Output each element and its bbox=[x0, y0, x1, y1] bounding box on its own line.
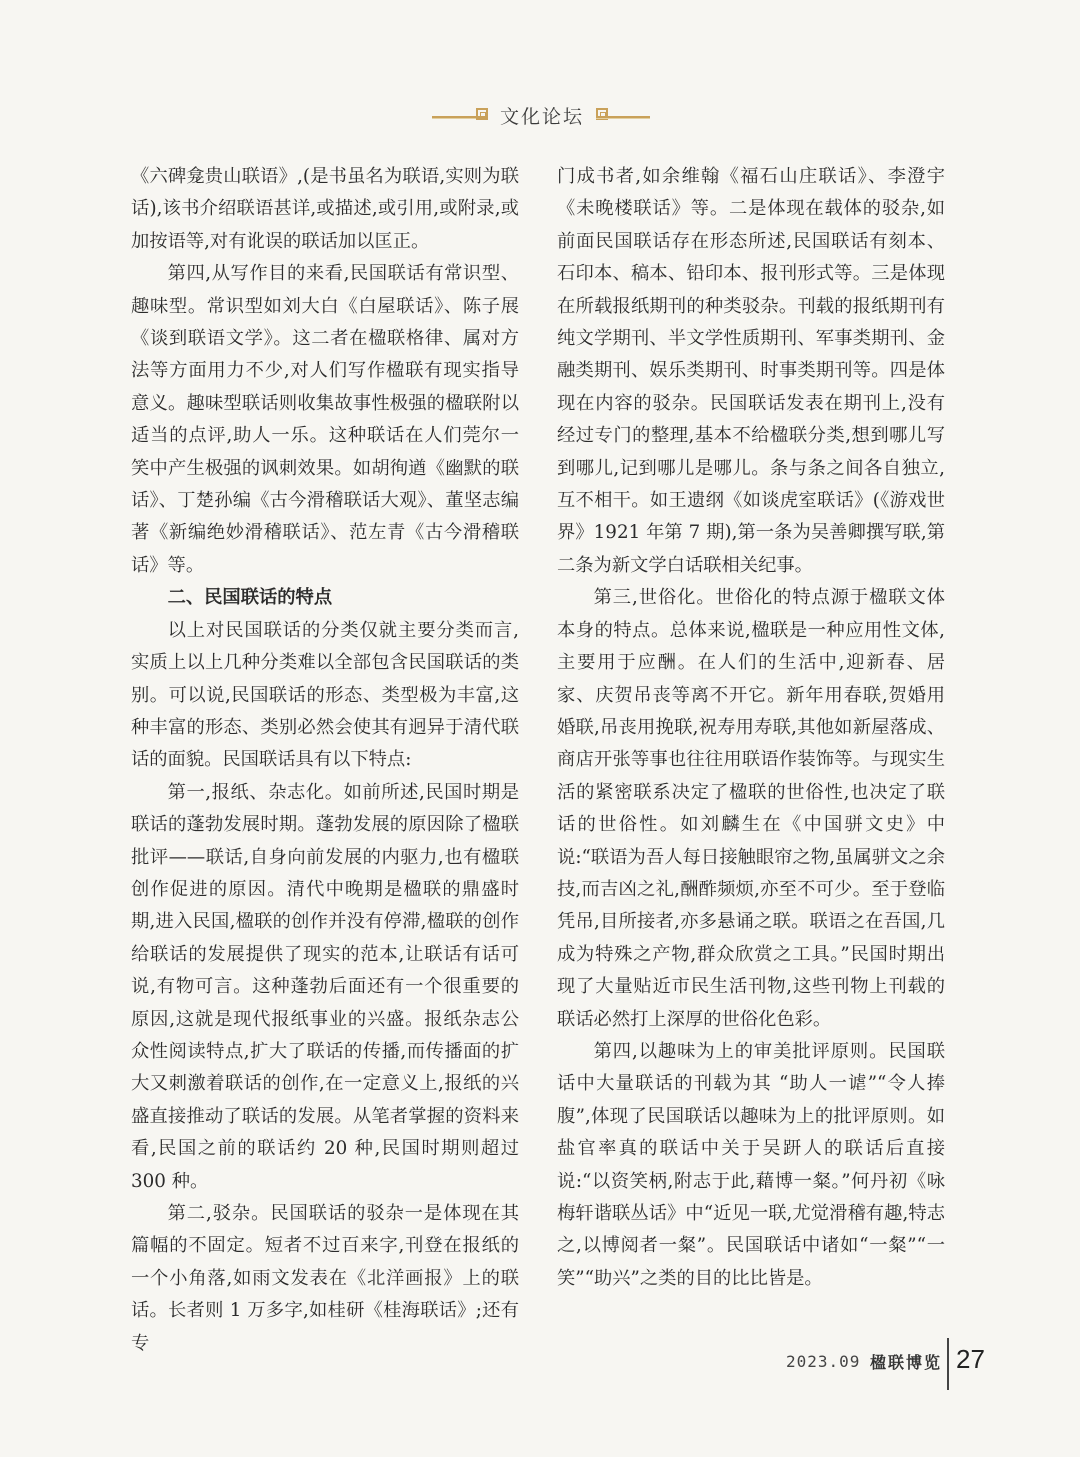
paragraph: 第三,世俗化。世俗化的特点源于楹联文体本身的特点。总体来说,楹联是一种应用性文体,主要用于应酬。在人们的生活中,迎新春、居家、庆贺吊丧等离不开它。新年用春联,贺婚用婚联,吊丧用挽联,祝寿用寿联,其他如新屋落成、商店开张等事也往往用联语作装饰等。与现实生活的紧密联系决定了楹联的世俗性,也决定了联话的世俗性。如刘麟生在《中国骈文史》中说:“联语为吾人每日接触眼帘之物,虽属骈文之余技,而吉凶之礼,酬酢频烦,亦至不可少。至于登临凭吊,目所接者,亦多悬诵之联。联语之在吾国,几成为特殊之产物,群众欣赏之工具。”民国时期出现了大量贴近市民生活刊物,这些刊物上刊载的联话必然打上深厚的世俗化色彩。 bbox=[557, 587, 945, 1030]
magazine-name: 楹联博览 bbox=[870, 1353, 943, 1372]
paragraph: 《六碑龛贵山联语》,(是书虽名为联语,实则为联话),该书介绍联语甚详,或描述,或引用,或附录,或加按语等,对有讹误的联话加以匡正。 bbox=[131, 166, 519, 252]
section-heading: 二、民国联话的特点 bbox=[167, 587, 333, 609]
page-footer bbox=[780, 1338, 990, 1390]
paragraph: 第四,以趣味为上的审美批评原则。民国联话中大量联话的刊载为其 “助人一谑”“令人捧腹”,体现了民国联话以趣味为上的批评原则。如盐官率真的联话中关于吴趼人的联话后直接说:“以资笑柄,附志于此,藉博一粲。”何丹初《咏梅轩谐联丛话》中“近见一联,尤觉滑稽有趣,特志之,以博阅者一粲”。民国联话中诸如“一粲”“一笑”“助兴”之类的目的比比皆是。 bbox=[557, 1040, 945, 1289]
right-column bbox=[557, 161, 945, 1295]
issue-date: 2023.09 bbox=[786, 1352, 861, 1371]
left-column bbox=[131, 161, 519, 1360]
footer-divider bbox=[947, 1338, 949, 1390]
page-number: 27 bbox=[956, 1344, 985, 1374]
section-header bbox=[0, 98, 1080, 138]
paragraph: 门成书者,如余维翰《福石山庄联话》、李澄宇《未晚楼联话》等。二是体现在载体的驳杂,如前面民国联话存在形态所述,民国联话有刻本、石印本、稿本、铅印本、报刊形式等。三是体现在所载报纸期刊的种类驳杂。刊载的报纸期刊有纯文学期刊、半文学性质期刊、军事类期刊、金融类期刊、娱乐类期刊、时事类期刊等。四是体现在内容的驳杂。民国联话发表在期刊上,没有经过专门的整理,基本不给楹联分类,想到哪儿写到哪儿,记到哪儿是哪儿。条与条之间各自独立,互不相干。如王遗纲《如谈虎室联话》(《游戏世界》1921 年第 7 期),第一条为吴善卿撰写联,第二条为新文学白话联相关纪事。 bbox=[557, 166, 945, 576]
header-rule-right bbox=[596, 116, 650, 118]
paragraph: 第二,驳杂。民国联话的驳杂一是体现在其篇幅的不固定。短者不过百来字,刊登在报纸的一个小角落,如雨文发表在《北洋画报》上的联话。长者则 1 万多字,如桂研《桂海联话》;还有专 bbox=[131, 1203, 519, 1354]
paragraph: 以上对民国联话的分类仅就主要分类而言,实质上以上几种分类难以全部包含民国联话的类别。可以说,民国联话的形态、类型极为丰富,这种丰富的形态、类别必然会使其有迥异于清代联话的面貌。民国联话具有以下特点: bbox=[131, 619, 519, 771]
section-title: 文化论坛 bbox=[499, 106, 584, 128]
header-ornament-left-icon bbox=[476, 108, 488, 120]
paragraph: 第一,报纸、杂志化。如前所述,民国时期是联话的蓬勃发展时期。蓬勃发展的原因除了楹联批评——联话,自身向前发展的内驱力,也有楹联创作促进的原因。清代中晚期是楹联的鼎盛时期,进入民国,楹联的创作并没有停滞,楹联的创作给联话的发展提供了现实的范本,让联话有话可说,有物可言。这种蓬勃后面还有一个很重要的原因,这就是现代报纸事业的兴盛。报纸杂志公众性阅读特点,扩大了联话的传播,而传播面的扩大又刺激着联话的创作,在一定意义上,报纸的兴盛直接推动了联话的发展。从笔者掌握的资料来看,民国之前的联话约 20 种,民国时期则超过 300 种。 bbox=[131, 781, 519, 1192]
paragraph: 第四,从写作目的来看,民国联话有常识型、趣味型。常识型如刘大白《白屋联话》、陈子展《谈到联语文学》。这二者在楹联格律、属对方法等方面用力不少,对人们写作楹联有现实指导意义。趣味型联话则收集故事性极强的楹联附以适当的点评,助人一乐。这种联话在人们莞尔一笑中产生极强的讽刺效果。如胡徇遒《幽默的联话》、丁楚孙编《古今滑稽联话大观》、董坚志编著《新编绝妙滑稽联话》、范左青《古今滑稽联话》等。 bbox=[131, 263, 519, 576]
